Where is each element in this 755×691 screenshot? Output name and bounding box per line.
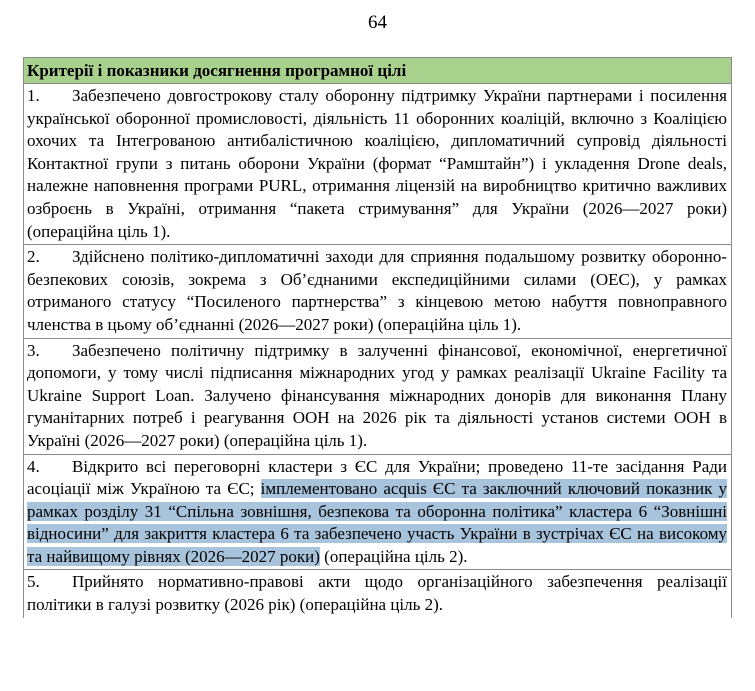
list-item-2 [24,245,731,338]
item-number: 3. [27,340,40,360]
list-item-4 [24,455,731,571]
list-item-5 [24,570,731,617]
item-text: Здійснено політико-дипломатичні заходи для сприяння подальшому розвитку оборонно-безпекових союзів, зокрема з Об’єднаними експедиційними силами (ОЕС), у рамках отриманого статусу “Посиленого партнерства” з кінцевою метою набуття повноправного членства в цьому об’єднанні (2026—2027 роки) (операційна ціль 1). [27,247,727,334]
item-text: Забезпечено політичну підтримку в залученні фінансової, економічної, енергетичної допомоги, у тому числі підписання міжнародних угод у рамках реалізації Ukraine Facility та Ukraine Support Loan. Залучено фінансування міжнародних донорів для виконання Плану гуманітарних потреб і реагування ООН на 2026 рік та діяльності установ системи ООН в Україні (2026—2027 роки) (операційна ціль 1). [27,340,727,450]
list-item-1 [24,84,731,245]
item-text: Відкрито всі переговорні кластери з ЄС для України; проведено 11-те засідання Ради асоціації між Україною та ЄС; [27,456,727,499]
item-number: 4. [27,456,40,476]
criteria-table [23,57,732,618]
table-header: Критерії і показники досягнення програмної цілі [24,58,731,84]
list-item-3 [24,339,731,455]
item-text: Забезпечено довгострокову сталу оборонну підтримку України партнерами і посилення української оборонної промисловості, діяльність 11 оборонних коаліцій, включно з Коаліцією охочих та Інтегрованою антибалістичною коаліцією, дипломатичний супровід діяльності Контактної групи з питань оборони України (формат “Рамштайн”) і укладення Drone deals, належне наповнення програми PURL, отримання ліцензій на виробництво критично важливих озброєнь в Україні, отримання “пакета стримування” для України (2026—2027 роки) (операційна ціль 1). [27,86,727,241]
item-text: (операційна ціль 2). [319,546,468,566]
item-number: 2. [27,247,40,267]
item-number: 5. [27,572,40,592]
item-text: Прийнято нормативно-правові акти щодо організаційного забезпечення реалізації політики в галузі розвитку (2026 рік) (операційна ціль 2). [27,572,727,615]
text-selection-highlight[interactable]: імплементовано acquis ЄС та заключний ключовий показник у рамках розділу 31 “Спільна зовнішня, безпекова та оборонна політика” кластера 6 “Зовнішні відносини” для закриття кластера 6 та забезпечено участь України в зустрічах ЄС на високому та найвищому рівнях (2026—2027 роки) [27,479,727,566]
item-number: 1. [27,86,40,105]
page-number: 64 [368,12,387,33]
